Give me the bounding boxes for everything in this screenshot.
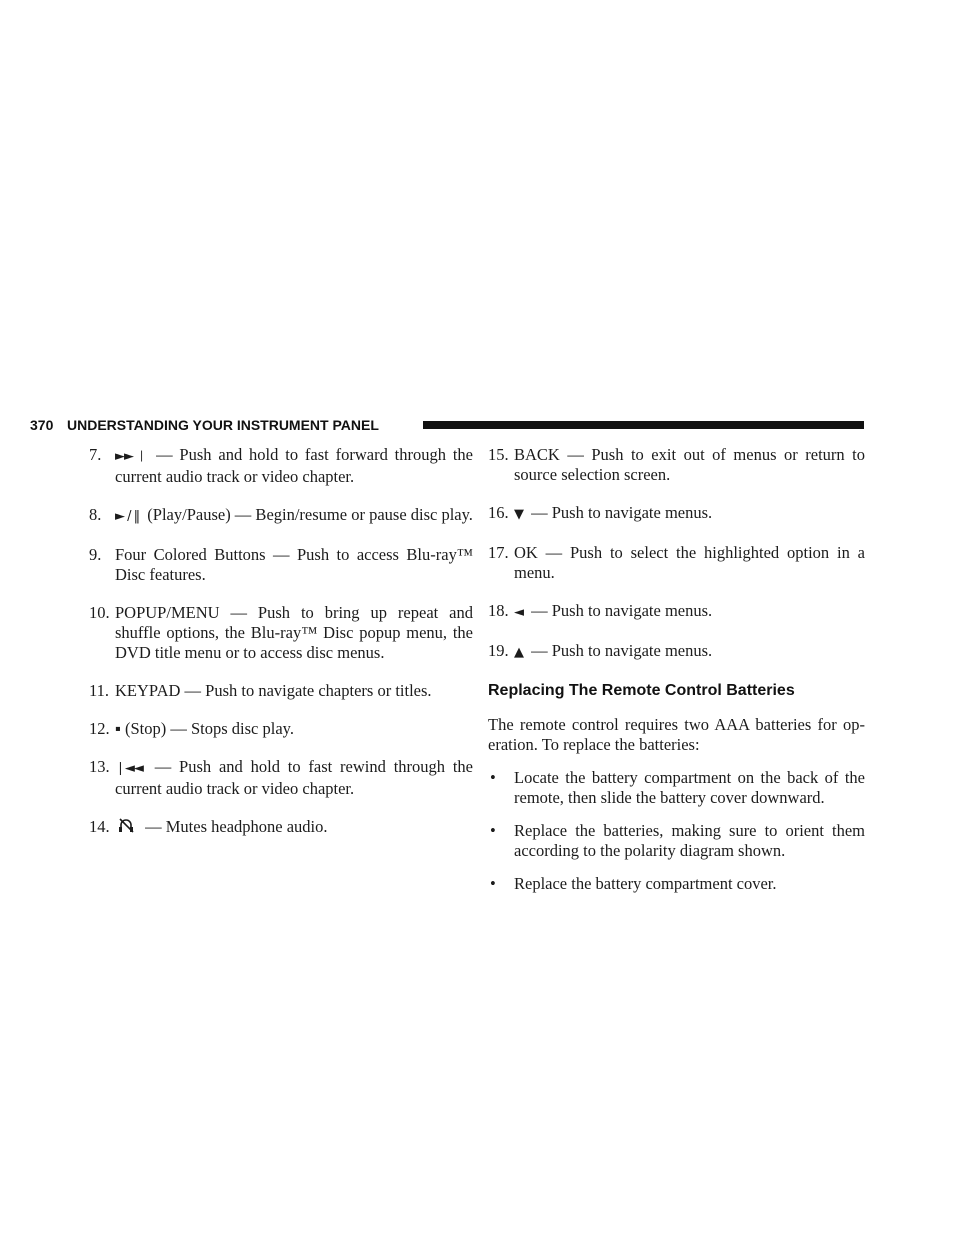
item-text: POPUP/MENU — Push to bring up repeat and shuffle options, the Blu-ray™ Disc popup menu, the DVD title menu or to access disc menus. <box>115 603 473 662</box>
mute-headphone-icon <box>115 817 137 833</box>
header-rule <box>423 421 864 429</box>
item-text: Four Colored Buttons — Push to access Blu-ray™ Disc features. <box>115 545 473 584</box>
list-item-19 <box>488 641 865 663</box>
item-number: 16. <box>488 503 509 522</box>
left-column <box>89 445 473 855</box>
list-item-14 <box>89 817 473 837</box>
bullet-item <box>488 874 865 894</box>
bullet-text: Replace the battery compartment cover. <box>514 874 777 893</box>
item-text: — Push and hold to fast rewind through the current audio track or video chapter. <box>115 757 474 798</box>
play-pause-icon: ► / ‖ <box>115 509 140 524</box>
list-item-8 <box>89 505 473 527</box>
item-number: 18. <box>488 601 509 620</box>
bullet-item <box>488 768 865 808</box>
item-text: ▪ (Stop) — Stops disc play. <box>115 719 294 738</box>
item-number: 11. <box>89 681 110 700</box>
item-number: 19. <box>488 641 509 660</box>
item-number: 10. <box>89 603 110 622</box>
list-item-9 <box>89 545 473 585</box>
item-number: 9. <box>89 545 102 564</box>
bullet-dot: • <box>490 874 496 893</box>
list-item-12 <box>89 719 473 739</box>
item-number: 12. <box>89 719 110 738</box>
list-item-7 <box>89 445 473 487</box>
bullet-text: Locate the battery compartment on the back of the remote, then slide the battery cover downward. <box>514 768 865 807</box>
item-text: — Mutes headphone audio. <box>145 817 328 836</box>
page-header <box>30 417 864 433</box>
bullet-text: Replace the batteries, making sure to orient them according to the polarity diagram shown. <box>514 821 865 860</box>
list-item-13 <box>89 757 473 799</box>
list-item-11 <box>89 681 473 701</box>
arrow-up-icon: ▲ <box>514 645 523 660</box>
item-number: 14. <box>89 817 110 836</box>
section-title: UNDERSTANDING YOUR INSTRUMENT PANEL <box>67 417 379 433</box>
item-text: — Push and hold to fast forward through the current audio track or video chapter. <box>115 445 474 486</box>
item-text: — Push to navigate menus. <box>531 601 713 620</box>
section-heading: Replacing The Remote Control Batteries <box>488 682 795 699</box>
bullet-item <box>488 821 865 861</box>
item-number: 13. <box>89 757 110 776</box>
item-text: OK — Push to select the highlighted option in a menu. <box>514 543 865 582</box>
fast-forward-icon: ►► <box>115 449 133 464</box>
list-item-16 <box>488 503 865 525</box>
bullet-dot: • <box>490 768 496 787</box>
item-number: 15. <box>488 445 509 464</box>
bullet-dot: • <box>490 821 496 840</box>
section-intro: The remote control requires two AAA batteries for op-eration. To replace the batteries: <box>488 715 865 754</box>
list-item-15 <box>488 445 865 485</box>
item-number: 17. <box>488 543 509 562</box>
item-text: — Push to navigate menus. <box>531 641 713 660</box>
list-item-10 <box>89 603 473 663</box>
item-number: 8. <box>89 505 102 524</box>
item-text: BACK — Push to exit out of menus or return to source selection screen. <box>514 445 865 484</box>
list-item-17 <box>488 543 865 583</box>
page-number: 370 <box>30 417 54 433</box>
item-number: 7. <box>89 445 102 464</box>
item-text: (Play/Pause) — Begin/resume or pause disc play. <box>147 505 473 524</box>
item-text: — Push to navigate menus. <box>531 503 713 522</box>
list-item-18 <box>488 601 865 623</box>
arrow-left-icon: ◄ <box>514 605 523 620</box>
right-column <box>488 445 865 907</box>
item-text: KEYPAD — Push to navigate chapters or titles. <box>115 681 432 700</box>
fast-rewind-icon: ❘◄◄ <box>115 761 143 776</box>
skip-bar-icon: ❘ <box>137 449 146 462</box>
arrow-down-icon: ▼ <box>514 507 523 522</box>
